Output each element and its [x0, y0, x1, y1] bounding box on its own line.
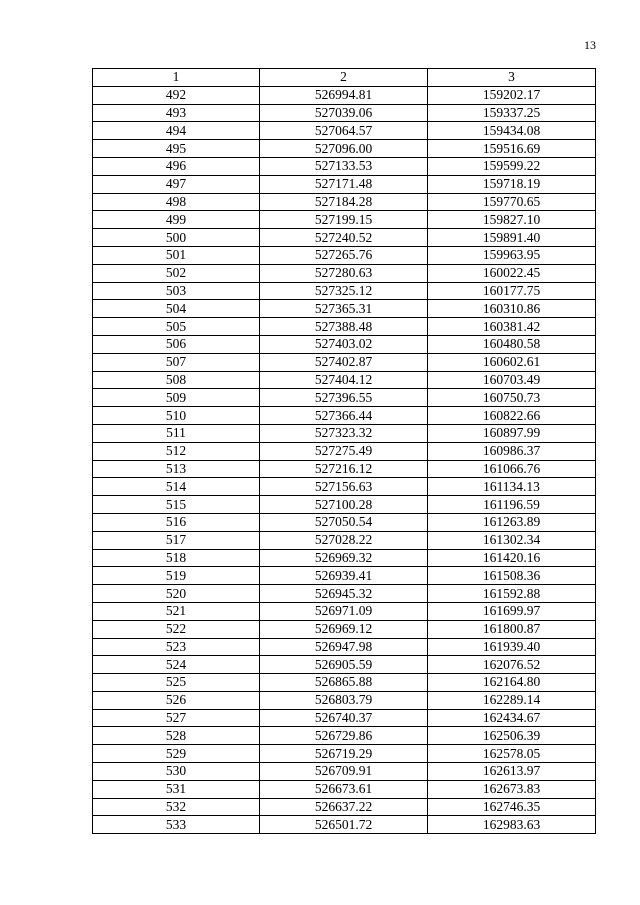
table-row [93, 424, 596, 442]
point-number-cell: 505 [93, 318, 260, 336]
x-coordinate-cell: 527199.15 [260, 211, 428, 229]
point-number-cell: 494 [93, 122, 260, 140]
table-row [93, 175, 596, 193]
y-coordinate-cell: 160022.45 [428, 264, 596, 282]
y-coordinate-cell: 161939.40 [428, 638, 596, 656]
table-row [93, 229, 596, 247]
table-row [93, 140, 596, 158]
table-row [93, 478, 596, 496]
table-row [93, 780, 596, 798]
x-coordinate-cell: 526719.29 [260, 745, 428, 763]
x-coordinate-cell: 526939.41 [260, 567, 428, 585]
table-row [93, 86, 596, 104]
point-number-cell: 500 [93, 229, 260, 247]
point-number-cell: 528 [93, 727, 260, 745]
y-coordinate-cell: 161196.59 [428, 496, 596, 514]
x-coordinate-cell: 526945.32 [260, 585, 428, 603]
point-number-cell: 533 [93, 816, 260, 834]
x-coordinate-cell: 526994.81 [260, 86, 428, 104]
x-coordinate-cell: 527171.48 [260, 175, 428, 193]
x-coordinate-cell: 526637.22 [260, 798, 428, 816]
x-coordinate-cell: 526740.37 [260, 709, 428, 727]
table-row [93, 389, 596, 407]
point-number-cell: 501 [93, 246, 260, 264]
point-number-cell: 530 [93, 763, 260, 781]
x-coordinate-cell: 527265.76 [260, 246, 428, 264]
point-number-cell: 523 [93, 638, 260, 656]
point-number-cell: 513 [93, 460, 260, 478]
x-coordinate-cell: 527100.28 [260, 496, 428, 514]
y-coordinate-cell: 159337.25 [428, 104, 596, 122]
x-coordinate-cell: 527096.00 [260, 140, 428, 158]
table-row [93, 727, 596, 745]
table-row [93, 157, 596, 175]
table-row [93, 745, 596, 763]
x-coordinate-cell: 526803.79 [260, 691, 428, 709]
y-coordinate-cell: 162746.35 [428, 798, 596, 816]
x-coordinate-cell: 527404.12 [260, 371, 428, 389]
point-number-cell: 504 [93, 300, 260, 318]
y-coordinate-cell: 159770.65 [428, 193, 596, 211]
point-number-cell: 526 [93, 691, 260, 709]
header-row [93, 69, 596, 87]
x-coordinate-cell: 526969.32 [260, 549, 428, 567]
y-coordinate-cell: 160986.37 [428, 442, 596, 460]
table-row [93, 816, 596, 834]
table-row [93, 585, 596, 603]
table-row [93, 318, 596, 336]
x-coordinate-cell: 527184.28 [260, 193, 428, 211]
point-number-cell: 511 [93, 424, 260, 442]
point-number-cell: 529 [93, 745, 260, 763]
table-row [93, 460, 596, 478]
table-body [93, 86, 596, 833]
x-coordinate-cell: 526709.91 [260, 763, 428, 781]
y-coordinate-cell: 160750.73 [428, 389, 596, 407]
x-coordinate-cell: 526673.61 [260, 780, 428, 798]
table-row [93, 763, 596, 781]
point-number-cell: 496 [93, 157, 260, 175]
y-coordinate-cell: 161302.34 [428, 531, 596, 549]
point-number-cell: 520 [93, 585, 260, 603]
table-row [93, 513, 596, 531]
y-coordinate-cell: 161592.88 [428, 585, 596, 603]
point-number-cell: 517 [93, 531, 260, 549]
point-number-cell: 492 [93, 86, 260, 104]
point-number-cell: 521 [93, 602, 260, 620]
x-coordinate-cell: 527323.32 [260, 424, 428, 442]
y-coordinate-cell: 161800.87 [428, 620, 596, 638]
y-coordinate-cell: 161508.36 [428, 567, 596, 585]
column-header-2: 2 [260, 69, 428, 87]
point-number-cell: 503 [93, 282, 260, 300]
column-header-3: 3 [428, 69, 596, 87]
point-number-cell: 506 [93, 335, 260, 353]
page-number: 13 [584, 38, 596, 52]
table-row [93, 246, 596, 264]
table-row [93, 211, 596, 229]
y-coordinate-cell: 161263.89 [428, 513, 596, 531]
table-row [93, 407, 596, 425]
table-row [93, 602, 596, 620]
x-coordinate-cell: 527275.49 [260, 442, 428, 460]
point-number-cell: 518 [93, 549, 260, 567]
table-row [93, 709, 596, 727]
y-coordinate-cell: 162289.14 [428, 691, 596, 709]
x-coordinate-cell: 527396.55 [260, 389, 428, 407]
y-coordinate-cell: 160703.49 [428, 371, 596, 389]
table-row [93, 442, 596, 460]
point-number-cell: 512 [93, 442, 260, 460]
table-row [93, 549, 596, 567]
y-coordinate-cell: 162983.63 [428, 816, 596, 834]
y-coordinate-cell: 161420.16 [428, 549, 596, 567]
point-number-cell: 532 [93, 798, 260, 816]
x-coordinate-cell: 527064.57 [260, 122, 428, 140]
point-number-cell: 510 [93, 407, 260, 425]
point-number-cell: 514 [93, 478, 260, 496]
column-header-1: 1 [93, 69, 260, 87]
x-coordinate-cell: 527388.48 [260, 318, 428, 336]
x-coordinate-cell: 526947.98 [260, 638, 428, 656]
x-coordinate-cell: 527403.02 [260, 335, 428, 353]
point-number-cell: 509 [93, 389, 260, 407]
point-number-cell: 493 [93, 104, 260, 122]
coordinates-table [92, 68, 596, 834]
y-coordinate-cell: 159963.95 [428, 246, 596, 264]
y-coordinate-cell: 160310.86 [428, 300, 596, 318]
x-coordinate-cell: 526905.59 [260, 656, 428, 674]
table-row [93, 638, 596, 656]
x-coordinate-cell: 526501.72 [260, 816, 428, 834]
x-coordinate-cell: 527050.54 [260, 513, 428, 531]
x-coordinate-cell: 526969.12 [260, 620, 428, 638]
y-coordinate-cell: 160602.61 [428, 353, 596, 371]
table-row [93, 122, 596, 140]
point-number-cell: 508 [93, 371, 260, 389]
y-coordinate-cell: 162578.05 [428, 745, 596, 763]
table-row [93, 620, 596, 638]
table-row [93, 300, 596, 318]
table-row [93, 496, 596, 514]
table-row [93, 104, 596, 122]
point-number-cell: 499 [93, 211, 260, 229]
point-number-cell: 524 [93, 656, 260, 674]
point-number-cell: 515 [93, 496, 260, 514]
point-number-cell: 497 [93, 175, 260, 193]
y-coordinate-cell: 159202.17 [428, 86, 596, 104]
y-coordinate-cell: 162164.80 [428, 674, 596, 692]
y-coordinate-cell: 159516.69 [428, 140, 596, 158]
point-number-cell: 519 [93, 567, 260, 585]
y-coordinate-cell: 162673.83 [428, 780, 596, 798]
table-row [93, 656, 596, 674]
x-coordinate-cell: 527156.63 [260, 478, 428, 496]
table-row [93, 691, 596, 709]
y-coordinate-cell: 161066.76 [428, 460, 596, 478]
x-coordinate-cell: 527325.12 [260, 282, 428, 300]
x-coordinate-cell: 527039.06 [260, 104, 428, 122]
table-row [93, 567, 596, 585]
y-coordinate-cell: 162506.39 [428, 727, 596, 745]
y-coordinate-cell: 161134.13 [428, 478, 596, 496]
y-coordinate-cell: 162613.97 [428, 763, 596, 781]
table-row [93, 193, 596, 211]
x-coordinate-cell: 526865.88 [260, 674, 428, 692]
table-row [93, 531, 596, 549]
y-coordinate-cell: 159599.22 [428, 157, 596, 175]
x-coordinate-cell: 527216.12 [260, 460, 428, 478]
point-number-cell: 516 [93, 513, 260, 531]
table-row [93, 353, 596, 371]
x-coordinate-cell: 527365.31 [260, 300, 428, 318]
point-number-cell: 525 [93, 674, 260, 692]
point-number-cell: 498 [93, 193, 260, 211]
y-coordinate-cell: 160822.66 [428, 407, 596, 425]
point-number-cell: 531 [93, 780, 260, 798]
table-row [93, 264, 596, 282]
table-row [93, 798, 596, 816]
y-coordinate-cell: 160177.75 [428, 282, 596, 300]
y-coordinate-cell: 159718.19 [428, 175, 596, 193]
y-coordinate-cell: 162076.52 [428, 656, 596, 674]
y-coordinate-cell: 160480.58 [428, 335, 596, 353]
table-row [93, 674, 596, 692]
x-coordinate-cell: 527280.63 [260, 264, 428, 282]
point-number-cell: 502 [93, 264, 260, 282]
y-coordinate-cell: 161699.97 [428, 602, 596, 620]
y-coordinate-cell: 160897.99 [428, 424, 596, 442]
point-number-cell: 527 [93, 709, 260, 727]
x-coordinate-cell: 527402.87 [260, 353, 428, 371]
x-coordinate-cell: 527028.22 [260, 531, 428, 549]
y-coordinate-cell: 159891.40 [428, 229, 596, 247]
x-coordinate-cell: 527133.53 [260, 157, 428, 175]
y-coordinate-cell: 160381.42 [428, 318, 596, 336]
point-number-cell: 522 [93, 620, 260, 638]
x-coordinate-cell: 527240.52 [260, 229, 428, 247]
table-row [93, 371, 596, 389]
x-coordinate-cell: 526971.09 [260, 602, 428, 620]
point-number-cell: 495 [93, 140, 260, 158]
table-row [93, 282, 596, 300]
y-coordinate-cell: 159827.10 [428, 211, 596, 229]
y-coordinate-cell: 159434.08 [428, 122, 596, 140]
y-coordinate-cell: 162434.67 [428, 709, 596, 727]
x-coordinate-cell: 526729.86 [260, 727, 428, 745]
x-coordinate-cell: 527366.44 [260, 407, 428, 425]
point-number-cell: 507 [93, 353, 260, 371]
table-row [93, 335, 596, 353]
